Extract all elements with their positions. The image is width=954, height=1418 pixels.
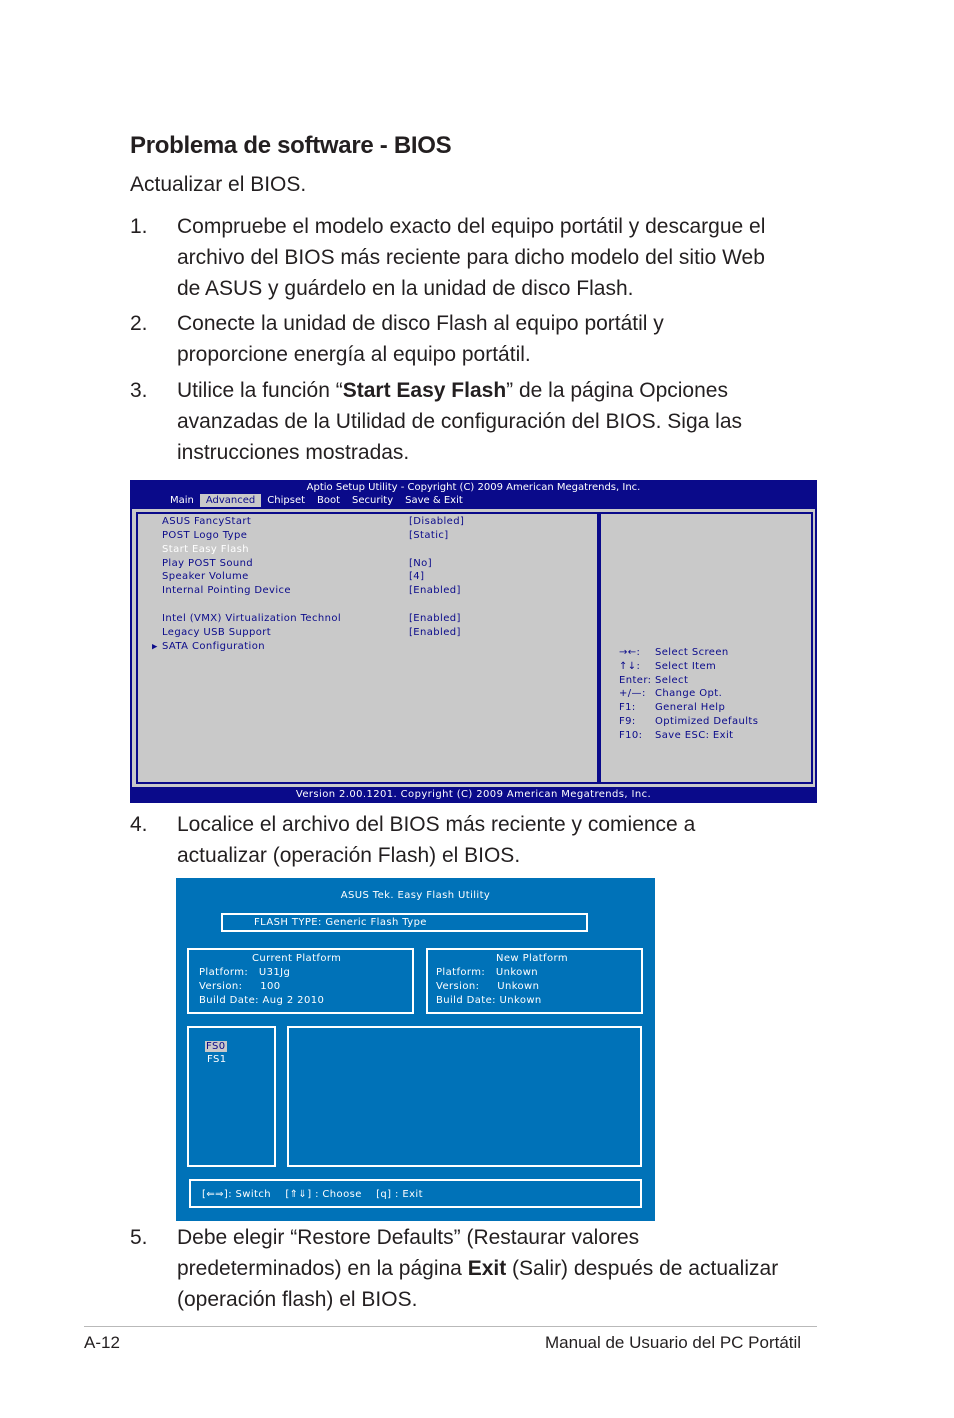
page-number: A-12 xyxy=(84,1333,120,1352)
bios-footer: Version 2.00.1201. Copyright (C) 2009 American Megatrends, Inc. xyxy=(295,789,652,800)
step-number: 2. xyxy=(130,312,148,335)
current-build-date-value: Build Date: Aug 2 2010 xyxy=(199,995,325,1006)
step-line xyxy=(177,1253,837,1284)
key-choose: : Choose xyxy=(311,1189,362,1200)
bios-option-value[interactable]: [No] xyxy=(409,558,433,569)
step-text: predeterminados) en la página xyxy=(177,1257,468,1280)
new-platform-value: Platform: Unkown xyxy=(436,967,539,978)
up-down-arrows-icon: ⇑⇓ xyxy=(289,1189,308,1200)
help-key: +/—: xyxy=(619,688,646,699)
step-line: Conecte la unidad de disco Flash al equipo portátil y xyxy=(177,312,664,335)
bios-option-value[interactable]: [Enabled] xyxy=(409,585,461,596)
step-line: instrucciones mostradas. xyxy=(177,441,410,464)
step-line: avanzadas de la Utilidad de configuración del BIOS. Siga las xyxy=(177,410,743,433)
help-text: Change Opt. xyxy=(655,688,723,699)
step-line: (operación flash) el BIOS. xyxy=(177,1288,418,1311)
step-text: (Salir) después de actualizar xyxy=(506,1257,779,1280)
help-text: Select Screen xyxy=(655,647,729,658)
manual-title: Manual de Usuario del PC Portátil xyxy=(545,1333,802,1352)
bios-option-value[interactable]: [4] xyxy=(409,571,425,582)
help-line xyxy=(619,702,725,713)
step-line: archivo del BIOS más reciente para dicho modelo del sitio Web xyxy=(177,246,765,269)
help-text: Optimized Defaults xyxy=(655,716,759,727)
page-title: Problema de software - BIOS xyxy=(130,132,452,159)
step-line: Localice el archivo del BIOS más reciente y comience a xyxy=(177,813,696,836)
flash-type-label: FLASH TYPE: Generic Flash Type xyxy=(254,917,427,928)
step-line: de ASUS y guárdelo en la unidad de disco Flash. xyxy=(177,277,634,300)
intro-text: Actualizar el BIOS. xyxy=(130,173,307,196)
step-line: actualizar (operación Flash) el BIOS. xyxy=(177,844,521,867)
footer-divider xyxy=(84,1326,817,1327)
bios-header xyxy=(130,480,817,509)
new-build-date-value: Build Date: Unkown xyxy=(436,995,542,1006)
key-exit: [q] : Exit xyxy=(376,1189,423,1200)
help-line xyxy=(619,647,729,658)
current-version-value: Version: 100 xyxy=(199,981,281,992)
help-text: Save ESC: Exit xyxy=(655,730,734,741)
submenu-arrow-icon: ▶ xyxy=(152,642,158,652)
step-bold: Start Easy Flash xyxy=(342,379,507,402)
bios-option-value[interactable]: [Static] xyxy=(409,530,449,541)
drive-fs1[interactable]: FS1 xyxy=(207,1054,227,1065)
bios-option-label[interactable]: Legacy USB Support xyxy=(162,627,272,638)
step-number: 3. xyxy=(130,379,148,402)
step-text: Utilice la función “ xyxy=(177,379,343,402)
help-key: F9: xyxy=(619,716,636,727)
bios-option-label[interactable]: POST Logo Type xyxy=(162,530,248,541)
bios-header-title: Aptio Setup Utility - Copyright (C) 2009 American Megatrends, Inc. xyxy=(306,482,641,493)
help-text: Select xyxy=(655,675,689,686)
help-key: →←: xyxy=(619,647,641,658)
bios-option-value[interactable]: [Enabled] xyxy=(409,613,461,624)
tab-advanced[interactable]: Advanced xyxy=(200,494,261,507)
help-line xyxy=(619,661,716,672)
tab-main[interactable]: Main xyxy=(170,495,194,506)
help-line xyxy=(619,730,733,741)
current-platform-heading: Current Platform xyxy=(252,953,342,964)
drive-list-box xyxy=(187,1026,276,1167)
key-switch: : Switch xyxy=(228,1189,271,1200)
bios-option-value[interactable]: [Enabled] xyxy=(409,627,461,638)
help-line xyxy=(619,688,722,699)
easy-flash-screen xyxy=(176,878,655,1221)
new-version-value: Version: Unkown xyxy=(436,981,540,992)
bios-option-label[interactable]: Play POST Sound xyxy=(162,558,254,569)
bios-option-label[interactable]: Intel (VMX) Virtualization Technol xyxy=(162,613,342,624)
bios-panel xyxy=(132,509,815,787)
step-number: 1. xyxy=(130,215,148,238)
key-hints: [⇐⇒]: Switch [⇑⇓] : Choose [q] : Exit xyxy=(202,1189,423,1200)
help-text: General Help xyxy=(655,702,726,713)
bios-option-label[interactable]: ASUS FancyStart xyxy=(162,516,252,527)
bios-option-label[interactable]: Internal Pointing Device xyxy=(162,585,291,596)
file-list-box xyxy=(287,1026,642,1167)
step-line: proporcione energía al equipo portátil. xyxy=(177,343,531,366)
step-number: 4. xyxy=(130,813,148,836)
help-key: Enter: xyxy=(619,675,652,686)
bios-option-value[interactable]: [Disabled] xyxy=(409,516,465,527)
help-line xyxy=(619,675,688,686)
help-key: F1: xyxy=(619,702,636,713)
bios-tabs xyxy=(164,494,469,507)
left-right-arrows-icon: ⇐⇒ xyxy=(206,1189,224,1200)
step-text: ” de la página Opciones xyxy=(506,379,728,402)
tab-boot[interactable]: Boot xyxy=(317,495,341,506)
step-line: Debe elegir “Restore Defaults” (Restaurar valores xyxy=(177,1226,640,1249)
help-key: F10: xyxy=(619,730,643,741)
help-line xyxy=(619,716,758,727)
new-platform-heading: New Platform xyxy=(496,953,568,964)
bios-setup-screen xyxy=(130,480,817,803)
tab-security[interactable]: Security xyxy=(352,495,394,506)
easy-flash-title: ASUS Tek. Easy Flash Utility xyxy=(340,890,491,901)
help-text: Select Item xyxy=(655,661,717,672)
bios-option-sata-configuration[interactable]: SATA Configuration xyxy=(162,641,265,652)
drive-fs0[interactable]: FS0 xyxy=(206,1041,226,1052)
step-number: 5. xyxy=(130,1226,148,1249)
step-line: Compruebe el modelo exacto del equipo portátil y descargue el xyxy=(177,215,766,238)
step-bold: Exit xyxy=(467,1257,507,1280)
bios-option-start-easy-flash[interactable]: Start Easy Flash xyxy=(162,544,249,555)
help-key: ↑↓: xyxy=(619,661,641,672)
current-platform-value: Platform: U31Jg xyxy=(199,967,291,978)
step-line xyxy=(177,375,837,406)
tab-chipset[interactable]: Chipset xyxy=(267,495,306,506)
tab-save-exit[interactable]: Save & Exit xyxy=(405,495,463,506)
bios-option-label[interactable]: Speaker Volume xyxy=(162,571,249,582)
drive-item[interactable] xyxy=(205,1041,227,1052)
